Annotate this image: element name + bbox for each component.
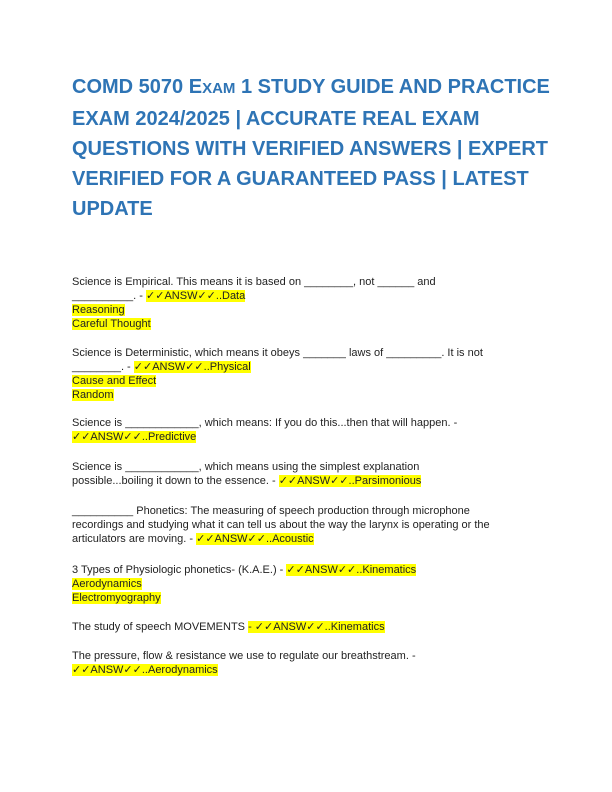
question-text: Science is Deterministic, which means it obeys _______ laws of _________. It is not [72, 347, 483, 359]
qa-item-empirical [72, 275, 542, 331]
title-part-1: COMD 5070 E [72, 76, 203, 98]
qa-item-physiologic [72, 563, 542, 605]
answer-text: Random [72, 389, 114, 401]
question-text: 3 Types of Physiologic phonetics- (K.A.E.) - [72, 564, 287, 576]
answer-text: Reasoning [72, 304, 125, 316]
qa-item-movements [72, 620, 542, 634]
title-part-2: 1 STUDY GUIDE AND PRACTICE EXAM 2024/2025 | ACCURATE REAL EXAM QUESTIONS WITH VERIFIED ANSWERS | EXPERT VERIFIED FOR A GUARANTEED PASS | LATEST UPDATE [72, 76, 550, 220]
answer-text: Careful Thought [72, 318, 151, 330]
question-text: possible...boiling it down to the essence. - [72, 475, 279, 487]
answer-text: ✓✓ANSW✓✓..Predictive [72, 431, 197, 443]
question-text: Science is Empirical. This means it is based on ________, not ______ and [72, 276, 436, 288]
question-text: The study of speech MOVEMENTS [72, 621, 249, 633]
qa-item-parsimonious [72, 460, 542, 488]
answer-text: ✓✓ANSW✓✓..Aerodynamics [72, 664, 218, 676]
question-text: The pressure, flow & resistance we use to regulate our breathstream. - [72, 650, 416, 662]
title-small-caps: XAM [202, 80, 236, 97]
answer-text: Cause and Effect [72, 375, 157, 387]
answer-text: ✓✓ANSW✓✓..Kinematics [286, 564, 417, 576]
answer-text: ✓✓ANSW✓✓..Physical [133, 361, 251, 373]
question-text: articulators are moving. - [72, 533, 197, 545]
question-text: __________ Phonetics: The measuring of speech production through microphone [72, 505, 470, 517]
answer-text: Electromyography [72, 592, 161, 604]
answer-text: Aerodynamics [72, 578, 142, 590]
answer-text: ✓✓ANSW✓✓..Parsimonious [278, 475, 422, 487]
question-text: Science is ____________, which means using the simplest explanation [72, 461, 420, 473]
question-text: ________. - [72, 361, 134, 373]
question-text: Science is ____________, which means: If you do this...then that will happen. - [72, 417, 458, 429]
question-text: __________. - [72, 290, 147, 302]
answer-text: ✓✓ANSW✓✓..Acoustic [196, 533, 314, 545]
answer-text: ✓✓ANSW✓✓..Data [146, 290, 246, 302]
answer-text: - ✓✓ANSW✓✓..Kinematics [248, 621, 385, 633]
qa-item-predictive [72, 416, 542, 444]
document-title [72, 72, 552, 224]
qa-item-aerodynamics [72, 649, 542, 677]
qa-item-deterministic [72, 346, 542, 402]
qa-item-acoustic [72, 504, 542, 546]
question-text: recordings and studying what it can tell us about the way the larynx is operating or the [72, 519, 490, 531]
